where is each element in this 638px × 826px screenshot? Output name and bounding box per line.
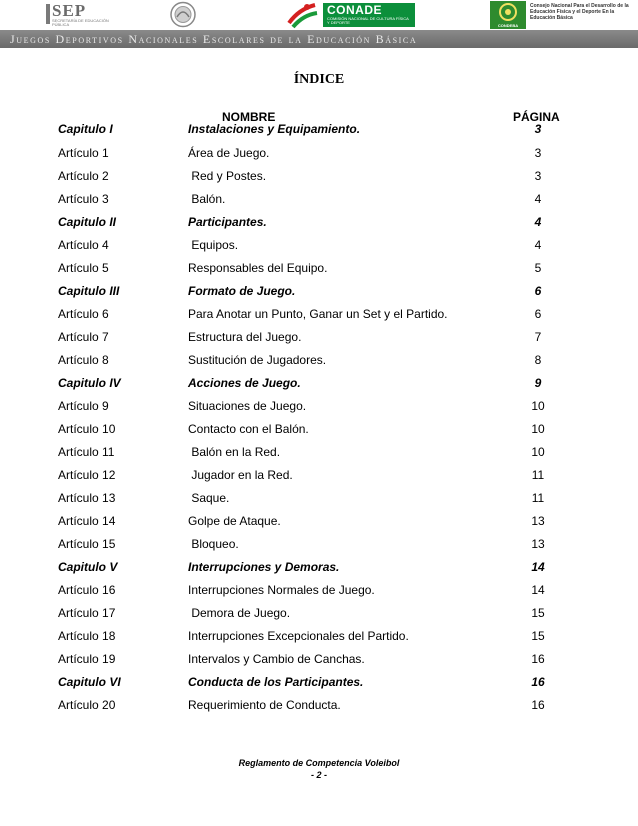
toc-entry-page: 8 (534, 353, 542, 367)
toc-entry-page: 16 (531, 675, 545, 689)
toc-chapter-row (0, 372, 638, 392)
toc-entry-number: Artículo 15 (58, 537, 116, 551)
toc-entry-name: Bloqueo. (188, 537, 239, 551)
toc-article-row (0, 395, 638, 415)
toc-entry-number: Artículo 17 (58, 606, 116, 620)
mexico-seal-icon (165, 1, 201, 28)
toc-entry-name: Balón en la Red. (188, 445, 281, 459)
toc-chapter-row (0, 556, 638, 576)
toc-entry-page: 4 (534, 192, 542, 206)
toc-entry-name: Demora de Juego. (188, 606, 291, 620)
column-header-page: PÁGINA (513, 110, 560, 124)
toc-article-row (0, 579, 638, 599)
footer-page-number: - 2 - (310, 770, 327, 780)
header-banner (0, 30, 638, 48)
conade-logo (285, 1, 420, 29)
toc-chapter-row (0, 211, 638, 231)
toc-entry-name: Golpe de Ataque. (188, 514, 281, 528)
page-title (0, 72, 638, 88)
toc-entry-page: 16 (531, 698, 545, 712)
toc-entry-number: Artículo 7 (58, 330, 109, 344)
toc-entry-number: Artículo 11 (58, 445, 115, 459)
column-header-name: NOMBRE (222, 110, 276, 124)
toc-entry-page: 14 (531, 560, 545, 574)
sep-logo-subtitle: SECRETARÍA DE EDUCACIÓN PÚBLICA (52, 18, 109, 27)
logo-strip (0, 0, 638, 32)
condeba-logo-label: CONDEBA (497, 23, 519, 28)
toc-article-row (0, 303, 638, 323)
toc-entry-name: Contacto con el Balón. (188, 422, 309, 436)
condeba-logo (490, 1, 638, 30)
toc-article-row (0, 326, 638, 346)
toc-entry-page: 10 (531, 445, 545, 459)
toc-entry-name: Situaciones de Juego. (188, 399, 307, 413)
toc-entry-name: Sustitución de Jugadores. (188, 353, 327, 367)
toc-entry-name: Instalaciones y Equipamiento. (188, 122, 361, 136)
toc-entry-name: Responsables del Equipo. (188, 261, 328, 275)
toc-entry-number: Artículo 19 (58, 652, 116, 666)
toc-entry-name: Estructura del Juego. (188, 330, 302, 344)
toc-entry-number: Artículo 18 (58, 629, 116, 643)
toc-article-row (0, 418, 638, 438)
toc-article-row (0, 257, 638, 277)
toc-entry-name: Interrupciones Normales de Juego. (188, 583, 375, 597)
toc-entry-page: 14 (531, 583, 545, 597)
toc-entry-name: Interrupciones y Demoras. (188, 560, 340, 574)
toc-entry-page: 11 (531, 468, 545, 482)
toc-entry-number: Artículo 16 (58, 583, 116, 597)
conade-logo-subtitle: COMISIÓN NACIONAL DE CULTURA FÍSICA Y DEPORTE (327, 16, 409, 25)
toc-entry-number: Capitulo VI (58, 675, 121, 689)
toc-entry-page: 16 (531, 652, 545, 666)
toc-article-row (0, 441, 638, 461)
toc-entry-page: 4 (534, 238, 542, 252)
toc-entry-number: Artículo 1 (58, 146, 109, 160)
toc-entry-number: Capitulo I (58, 122, 113, 136)
toc-entry-number: Artículo 2 (58, 169, 109, 183)
toc-article-row (0, 234, 638, 254)
toc-entry-page: 9 (534, 376, 542, 390)
toc-article-row (0, 602, 638, 622)
toc-entry-page: 15 (531, 606, 545, 620)
toc-entry-page: 10 (531, 422, 545, 436)
page-footer (0, 757, 638, 781)
toc-entry-name: Requerimiento de Conducta. (188, 698, 341, 712)
toc-entry-name: Acciones de Juego. (188, 376, 301, 390)
toc-article-row (0, 464, 638, 484)
toc-entry-number: Capitulo II (58, 215, 116, 229)
sep-logo (40, 2, 160, 28)
toc-article-row (0, 349, 638, 369)
toc-entry-name: Para Anotar un Punto, Ganar un Set y el Partido. (188, 307, 448, 321)
condeba-emblem-icon (490, 1, 526, 23)
toc-article-row (0, 694, 638, 714)
toc-entry-name: Área de Juego. (188, 146, 270, 160)
toc-entry-name: Formato de Juego. (188, 284, 296, 298)
toc-entry-page: 15 (531, 629, 545, 643)
toc-entry-number: Artículo 13 (58, 491, 116, 505)
toc-article-row (0, 487, 638, 507)
toc-entry-name: Jugador en la Red. (188, 468, 293, 482)
toc-entry-page: 11 (531, 491, 545, 505)
toc-entry-name: Participantes. (188, 215, 267, 229)
condeba-logo-text: Consejo Nacional Para el Desarrollo de la Educación Física y el Deporte En la Educación Básica (530, 3, 629, 21)
toc-entry-name: Intervalos y Cambio de Canchas. (188, 652, 365, 666)
conade-logo-text: CONADE (327, 3, 383, 17)
page-header (0, 0, 638, 48)
toc-article-row (0, 625, 638, 645)
toc-entry-page: 4 (534, 215, 542, 229)
toc-entry-number: Artículo 9 (58, 399, 109, 413)
toc-entry-page: 7 (534, 330, 542, 344)
toc-entry-name: Conducta de los Participantes. (188, 675, 364, 689)
toc-entry-number: Artículo 8 (58, 353, 109, 367)
toc-article-row (0, 648, 638, 668)
page-title-text: ÍNDICE (293, 72, 345, 87)
toc-entry-page: 13 (531, 514, 545, 528)
header-banner-text: Juegos Deportivos Nacionales Escolares de la Educación Básica (10, 32, 418, 46)
toc-entry-page: 6 (534, 307, 542, 321)
toc-entry-number: Artículo 6 (58, 307, 109, 321)
toc-entry-number: Capitulo IV (58, 376, 121, 390)
toc-entry-name: Interrupciones Excepcionales del Partido. (188, 629, 409, 643)
sep-logo-text: SEP (52, 1, 87, 20)
toc-entry-page: 13 (531, 537, 545, 551)
toc-entry-name: Saque. (188, 491, 230, 505)
toc-entry-number: Capitulo III (58, 284, 120, 298)
toc-entry-page: 3 (534, 146, 542, 160)
toc-article-row (0, 188, 638, 208)
toc-entry-name: Equipos. (188, 238, 239, 252)
toc-entry-page: 6 (534, 284, 542, 298)
toc-entry-number: Artículo 14 (58, 514, 116, 528)
toc-entry-name: Balón. (188, 192, 226, 206)
footer-title: Reglamento de Competencia Voleibol (238, 758, 400, 768)
sep-flag-icon (46, 4, 50, 24)
toc-entry-page: 5 (534, 261, 542, 275)
toc-entry-name: Red y Postes. (188, 169, 267, 183)
toc-entry-number: Artículo 3 (58, 192, 109, 206)
toc-entry-number: Artículo 4 (58, 238, 109, 252)
toc-entry-number: Artículo 12 (58, 468, 116, 482)
toc-entry-number: Artículo 5 (58, 261, 109, 275)
toc-chapter-row (0, 280, 638, 300)
toc-entry-page: 3 (534, 122, 542, 136)
runner-icon (285, 1, 321, 29)
toc-article-row (0, 510, 638, 530)
toc-entry-number: Artículo 10 (58, 422, 116, 436)
toc-chapter-row (0, 118, 638, 138)
toc-entry-page: 10 (531, 399, 545, 413)
toc-chapter-row (0, 671, 638, 691)
toc-article-row (0, 142, 638, 162)
toc-entry-page: 3 (534, 169, 542, 183)
toc-entry-number: Artículo 20 (58, 698, 116, 712)
toc-article-row (0, 533, 638, 553)
toc-article-row (0, 165, 638, 185)
toc-entry-number: Capitulo V (58, 560, 118, 574)
